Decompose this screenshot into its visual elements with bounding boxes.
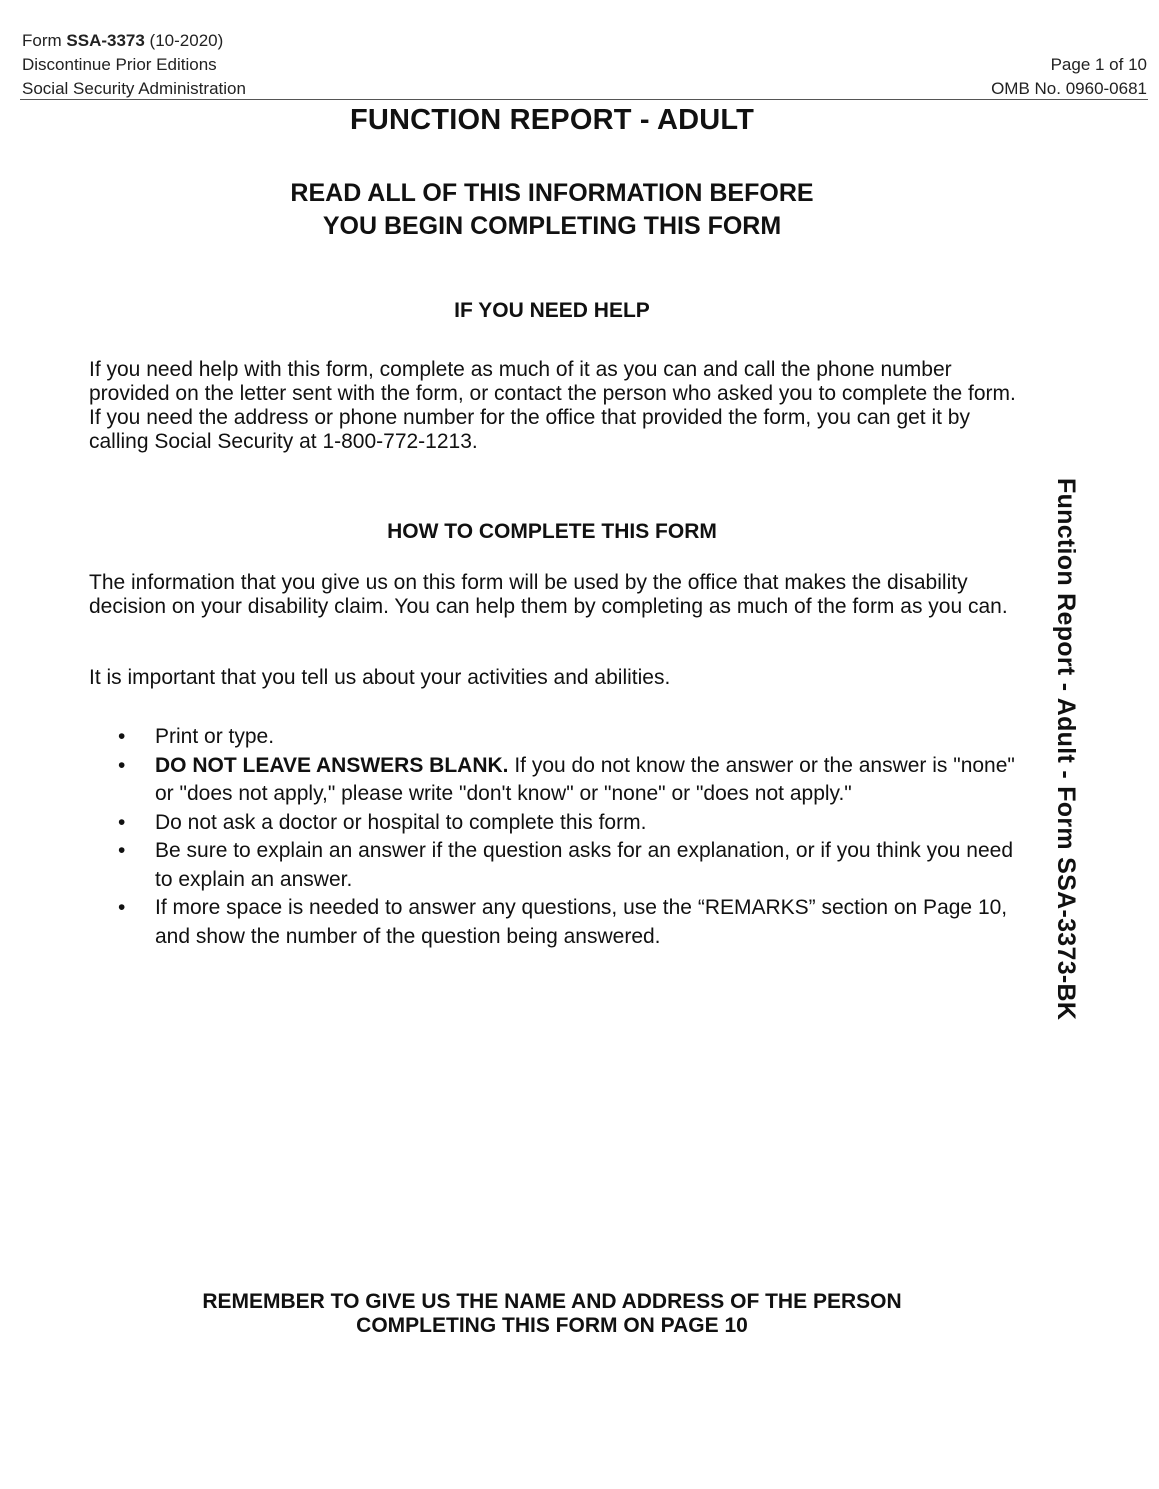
help-heading: IF YOU NEED HELP xyxy=(454,299,650,322)
info-usage-paragraph: The information that you give us on this form will be used by the office that makes the disability decision on your disability claim. You can help them by completing as much of the form as you can. xyxy=(89,571,1008,618)
how-to-complete-heading: HOW TO COMPLETE THIS FORM xyxy=(387,520,717,543)
form-revision: (10-2020) xyxy=(144,31,224,50)
list-item xyxy=(118,752,1028,809)
importance-paragraph: It is important that you tell us about your activities and abilities. xyxy=(89,666,671,689)
bullet-icon: • xyxy=(118,753,126,777)
form-id-line xyxy=(22,29,246,53)
list-item-text: If you do not know the answer or the answer is "none" or "does not apply," please write "don't know" or "none" or "does not apply." xyxy=(155,753,1015,805)
list-item-text: Do not ask a doctor or hospital to complete this form. xyxy=(155,810,647,834)
list-item-text: Print or type. xyxy=(155,725,275,748)
instruction-banner-line-2: YOU BEGIN COMPLETING THIS FORM xyxy=(322,212,782,240)
list-item xyxy=(118,723,1028,752)
list-item xyxy=(118,894,1028,951)
form-header-left xyxy=(22,29,246,101)
omb-number: OMB No. 0960-0681 xyxy=(991,79,1147,98)
header-divider xyxy=(20,99,1148,100)
form-header-right xyxy=(991,53,1147,101)
page-indicator: Page 1 of 10 xyxy=(1050,55,1147,74)
list-item-text: Be sure to explain an answer if the question asks for an explanation, or if you think you need to explain an answer. xyxy=(155,839,1014,891)
agency-name: Social Security Administration xyxy=(22,79,246,98)
form-prefix: Form xyxy=(22,31,67,50)
instruction-list xyxy=(118,723,1028,951)
bullet-icon: • xyxy=(118,896,126,919)
footer-reminder-line-2: COMPLETING THIS FORM ON PAGE 10 xyxy=(356,1314,748,1337)
vertical-form-label: Function Report - Adult - Form SSA-3373-BK xyxy=(1052,478,1080,1021)
bullet-icon: • xyxy=(118,839,126,862)
footer-reminder xyxy=(0,1290,1104,1338)
bullet-icon: • xyxy=(118,725,126,748)
form-number: SSA-3373 xyxy=(66,31,145,50)
page-title: FUNCTION REPORT - ADULT xyxy=(349,104,755,136)
list-item xyxy=(118,837,1028,894)
discontinue-note: Discontinue Prior Editions xyxy=(22,55,217,74)
footer-reminder-line-1: REMEMBER TO GIVE US THE NAME AND ADDRESS OF THE PERSON xyxy=(202,1290,902,1313)
list-item-text: If more space is needed to answer any questions, use the “REMARKS” section on Page 10, and show the number of the question being answered. xyxy=(155,896,1008,948)
bullet-icon: • xyxy=(118,810,126,834)
instruction-banner-line-1: READ ALL OF THIS INFORMATION BEFORE xyxy=(290,179,814,207)
list-item-emphasis: DO NOT LEAVE ANSWERS BLANK. xyxy=(155,753,509,777)
list-item xyxy=(118,809,1028,838)
help-paragraph: If you need help with this form, complete as much of it as you can and call the phone number provided on the letter sent with the form, or contact the person who asked you to complete the form. If you need the address or phone number for the office that provided the form, you can get it by calling Social Security at 1-800-772-1213. xyxy=(89,358,1016,453)
instruction-banner xyxy=(0,177,1104,243)
